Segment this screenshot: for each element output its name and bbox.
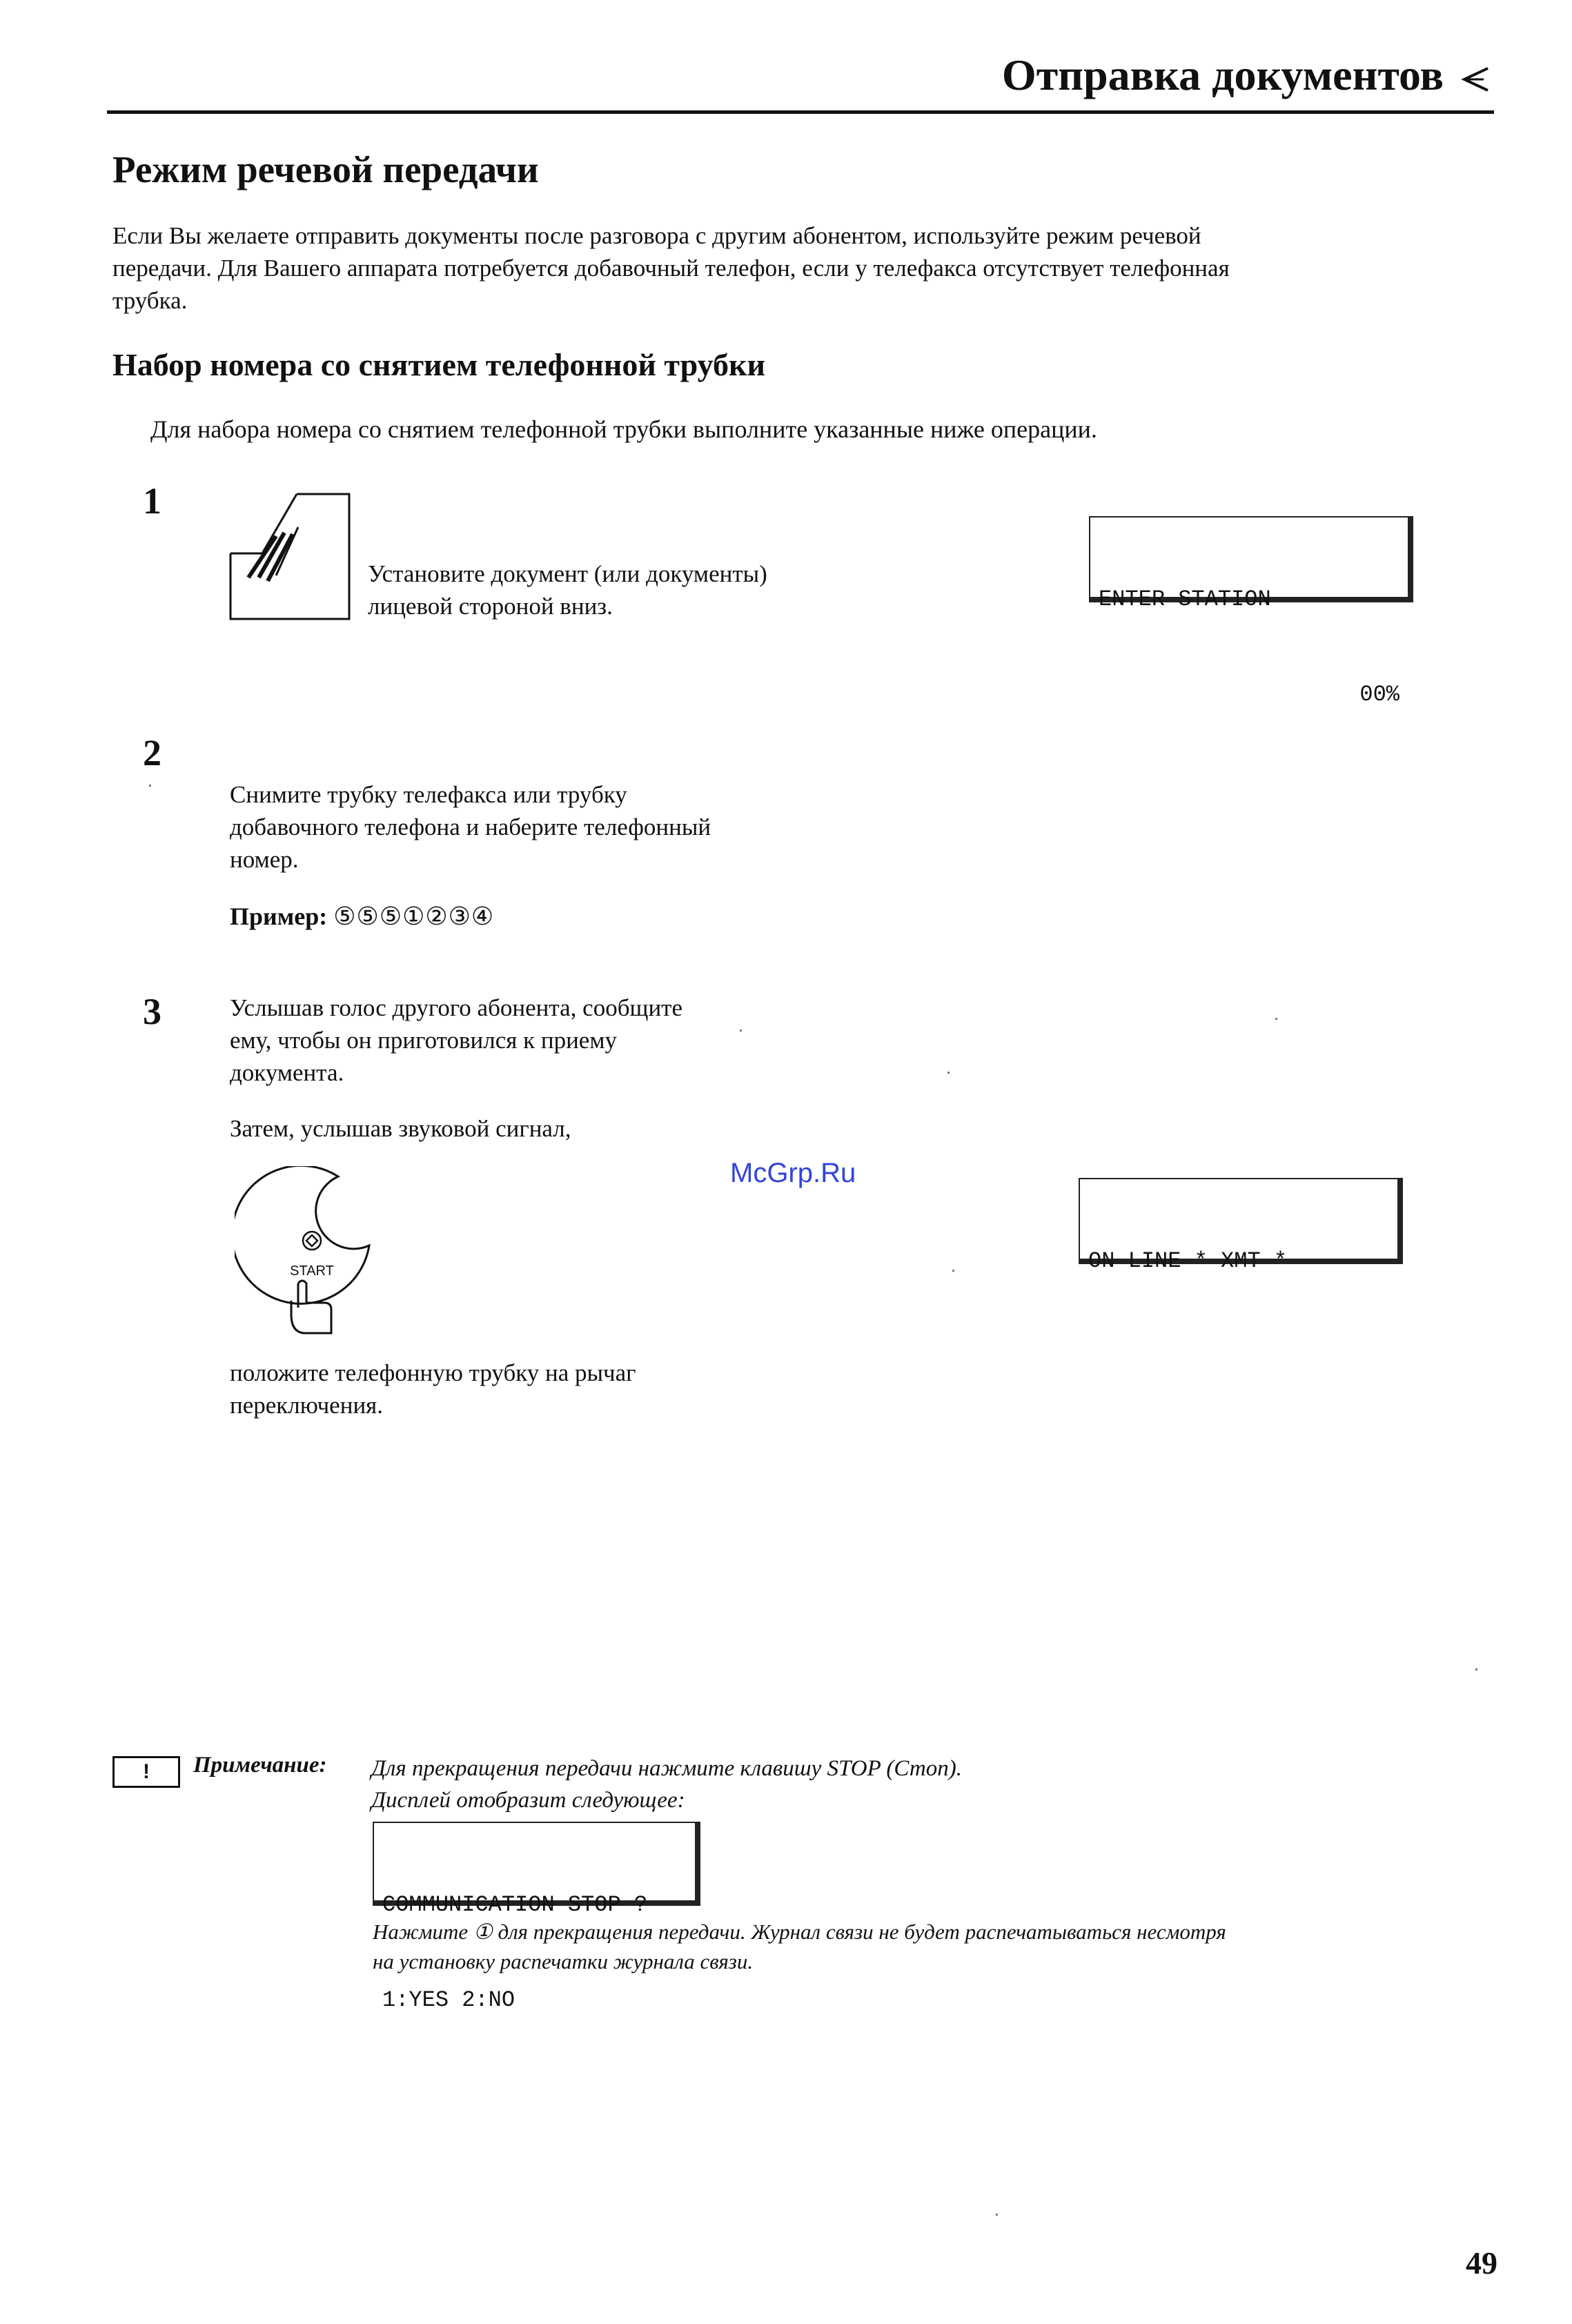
intro-line: трубка.	[112, 287, 188, 314]
lcd-display	[1079, 1178, 1403, 1274]
lcd-line: COMMUNICATION STOP ?	[382, 1892, 648, 1918]
speck	[947, 1072, 950, 1074]
document-feed-icon	[228, 491, 352, 622]
intro-line: передачи. Для Вашего аппарата потребуется добавочный телефон, если у телефакса отсутствует телефонная	[112, 255, 1230, 282]
start-button-label: START	[290, 1263, 334, 1279]
speck	[1275, 1018, 1277, 1020]
page-number: 49	[1466, 2245, 1497, 2281]
page-header-title	[1002, 50, 1491, 101]
subsection-intro: Для набора номера со снятием телефонной трубки выполните указанные ниже операции.	[150, 415, 1097, 443]
lcd-line: 1:YES 2:NO	[382, 1987, 515, 2013]
note-line: на установку распечатки журнала связи.	[373, 1949, 754, 1973]
speck	[952, 1270, 954, 1272]
lcd-line: ON LINE * XMT *	[1088, 1248, 1288, 1274]
header-title-text: Отправка документов	[1001, 50, 1444, 99]
section-title: Режим речевой передачи	[112, 148, 539, 190]
step-line: лицевой стороной вниз.	[368, 593, 613, 620]
speck	[740, 1030, 742, 1032]
step-line: Снимите трубку телефакса или трубку	[230, 781, 627, 808]
start-button-icon	[235, 1166, 386, 1339]
note-after-text	[373, 1917, 1226, 1976]
step-text	[368, 558, 767, 622]
subsection-title: Набор номера со снятием телефонной трубки	[112, 347, 765, 382]
step-line: Услышав голос другого абонента, сообщите	[230, 994, 683, 1021]
step-text	[230, 778, 711, 876]
example-label: Пример:	[230, 903, 328, 930]
step-text	[230, 992, 682, 1089]
step-number: 2	[143, 732, 161, 774]
lcd-line: 00%	[1359, 682, 1399, 707]
step-line: положите телефонную трубку на рычаг	[230, 1359, 636, 1386]
note-text	[371, 1753, 962, 1816]
lcd-line: ENTER STATION	[1099, 587, 1271, 612]
step-line: Установите документ (или документы)	[368, 560, 767, 587]
intro-line: Если Вы желаете отправить документы после разговора с другим абонентом, используйте режим речевой	[112, 222, 1201, 249]
step-number: 3	[143, 991, 161, 1032]
note-label: Примечание:	[193, 1753, 327, 1778]
speck	[996, 2214, 998, 2216]
note-line: Нажмите ① для прекращения передачи. Журнал связи не будет распечатываться несмотря	[373, 1920, 1226, 1944]
lcd-display	[1089, 516, 1413, 707]
example	[230, 902, 494, 931]
step-line: переключения.	[230, 1392, 384, 1419]
arrow-left-icon	[1460, 66, 1491, 93]
step-line: документа.	[230, 1059, 344, 1086]
speck	[1475, 1668, 1477, 1671]
example-digits: ⑤⑤⑤①②③④	[333, 903, 495, 931]
step-line: ему, чтобы он приготовился к приему	[230, 1027, 617, 1054]
note-warning-icon: !	[112, 1756, 180, 1788]
note-line: Дисплей отобразит следующее:	[371, 1788, 685, 1813]
section-intro	[112, 219, 1496, 317]
watermark: McGrp.Ru	[730, 1158, 856, 1188]
step-number: 1	[143, 480, 161, 522]
note-line: Для прекращения передачи нажмите клавишу STOP (Стоп).	[371, 1756, 962, 1781]
speck	[149, 785, 151, 787]
step-then-text: Затем, услышав звуковой сигнал,	[230, 1115, 571, 1142]
header-rule	[107, 110, 1494, 114]
step-line: номер.	[230, 846, 299, 873]
step-after-text	[230, 1357, 636, 1421]
step-line: добавочного телефона и наберите телефонный	[230, 814, 711, 840]
